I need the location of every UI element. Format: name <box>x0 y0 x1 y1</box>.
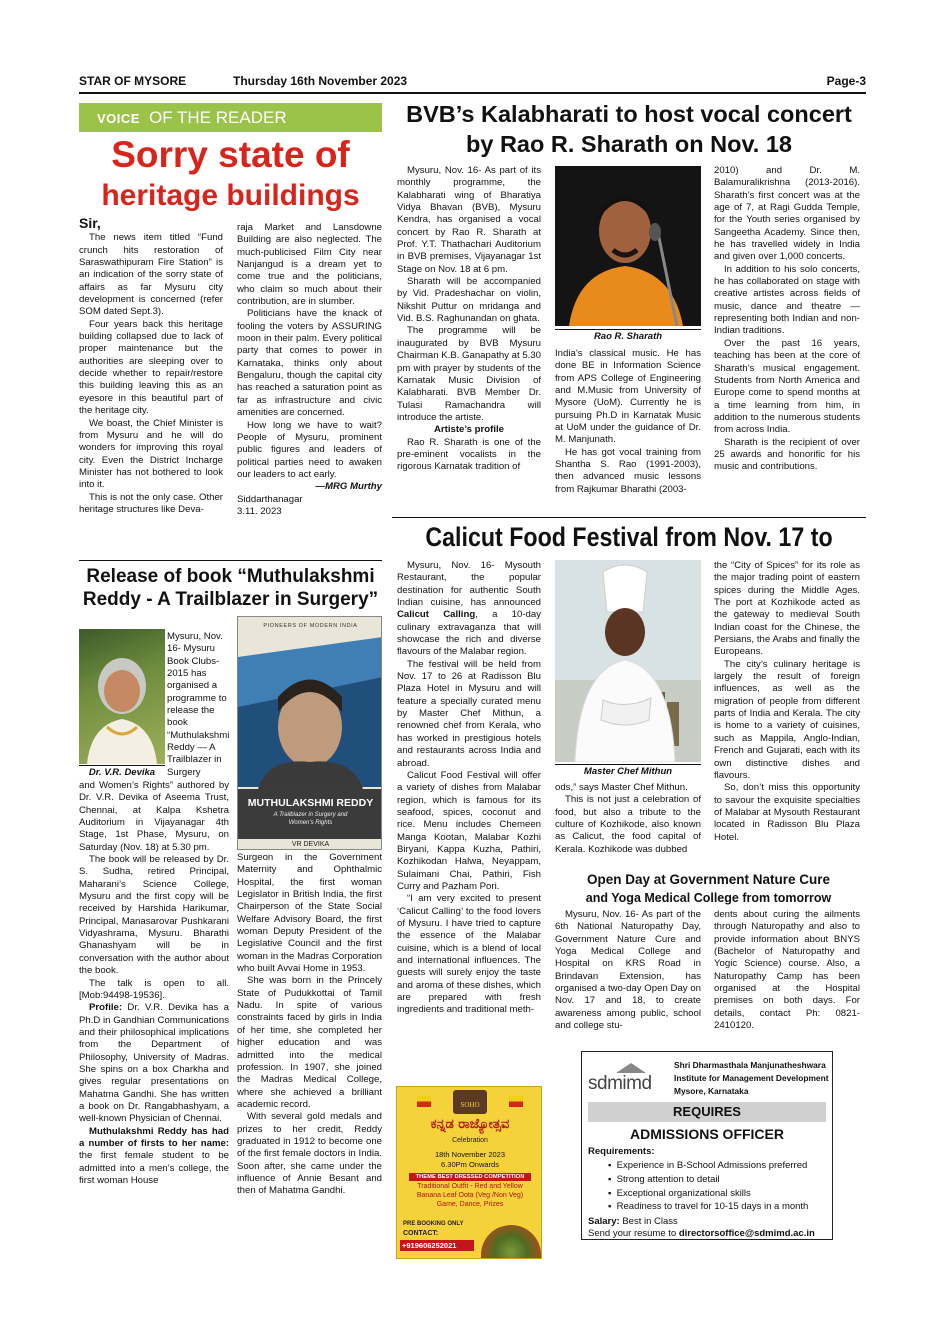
book-reddy: Muthulakshmi Reddy has had a number of firsts to her name: the first female student to be admitted into a men’s college, the first woman House <box>79 1125 229 1186</box>
calicut-column-2 <box>555 782 701 856</box>
book-para: The book will be released by Dr. S. Sudha, retired Principal, Maharani’s Science College, Mysuru and the first copy will be received by Harshida Harikumar, Principal, Manasarovar Pushkarani Vidyashrama, Mysuru. Bharathi Ghanashyam will be in conversation with the author about the book. <box>79 854 229 977</box>
bvb-headline-1: BVB’s Kalabharati to host vocal concert <box>406 101 852 127</box>
soho-logo: SOHO <box>460 1101 480 1109</box>
sdm-email-link[interactable]: directorsoffice@sdmimd.ac.in <box>678 1228 815 1239</box>
cover-author: VR DEVIKA <box>238 839 382 850</box>
list-item: ▪ Readiness to travel for 10-15 days in a month <box>608 1201 809 1213</box>
voice-para: How long we have to wait? People of Mysuru, prominent public figures and leaders of political parties need to awaken our leaders to act early. <box>237 419 382 480</box>
voice-salutation: Sir, <box>79 215 101 231</box>
book-intro-narrow <box>79 631 229 779</box>
soho-prebook: PRE BOOKING ONLY <box>403 1221 464 1227</box>
soho-line3: Game, Dance, Prizes <box>436 1201 504 1208</box>
masthead-rule <box>79 92 866 94</box>
list-item: ▪ Experience in B-School Admissions preferred <box>608 1160 808 1171</box>
bvb-para: He has got vocal training from Shantha S. Rao (1991-2003), then advanced music lessons from Rajkumar Bharathi (2003- <box>555 446 701 495</box>
calicut-lede: Mysuru, Nov. 16- Mysouth Restaurant, the popular destination for authentic South Indian cuisine, has announced Calicut Calling, a 10-day culinary extravaganza that will showcase the rich and diverse flavours of the Malabar region. <box>397 560 541 658</box>
bvb-para: Over the past 16 years, teaching has been at the core of Sharath’s musical engagement. Students from North America and Europe come to spend months at a time learning from him, in addition to the numerous students from across India. <box>714 337 860 436</box>
cover-top-label: PIONEERS OF MODERN INDIA <box>263 623 358 629</box>
sharath-caption: Rao R. Sharath <box>555 329 701 342</box>
book-para: and Women’s Rights” authored by Dr. V.R. Devika of Aseema Trust, Chennai, at Kalpa Kshetra Auditorium in Vijayanagar 4th Stage, 1st Phase, Mysuru, on Saturday (Nov. 18) at 5.30 pm. <box>79 780 229 853</box>
voice-title-line2: heritage buildings <box>101 179 360 212</box>
book-profile: Profile: Dr. V.R. Devika has a Ph.D in Gandhian Communications and their philosophical implications from the Department of Philosophy, University of Madras. She spins on a box Charkha and gives regular presentations on Mahatma Gandhi. She has written a book on Dr. Rangabhashyam, a well-known Physician of Chennai. <box>79 1002 229 1125</box>
sdm-position: ADMISSIONS OFFICER <box>629 1126 784 1142</box>
sdm-org-1: Shri Dharmasthala Manjunatheshwara <box>674 1060 826 1070</box>
bvb-subhead: Artiste’s profile <box>433 424 504 436</box>
nature-para: dents about curing the ailments through Naturopathy and also to provide information about BNYS (Bachelor of Naturopathy and Yogic Science) course. Also, a Naturopathy Camp has been organised at the Hospital premises on both days. For details, contact Ph: 0821-2410120. <box>714 909 860 1032</box>
nature-headline-1: Open Day at Government Nature Cure <box>586 872 831 887</box>
soho-phone: +919606252021 <box>400 1240 474 1251</box>
book-column-2 <box>237 852 382 1198</box>
calicut-para: Calicut Food Festival will offer a variety of dishes from Malabar region, which is famous for its seafood, spices, coconut and rice. Menu includes Chemeen Manga Kootan, Malabar Kozhi Biryani, Kappa Kuzha, Pathiri, Kozhikodan Halwa, Neyappam, Sulaimani Chai, Pathiri, Fish Curry and Pazham Pori. <box>397 769 541 892</box>
divider <box>79 560 382 561</box>
bvb-headline-2: by Rao R. Sharath on Nov. 18 <box>465 131 793 157</box>
calicut-para: The festival will be held from Nov. 17 to 26 at Radisson Blu Plaza Hotel in Mysuru and will feature a specially curated menu by Master Chef Mithun, a renowned chef from Kerala, who has worked in prestigious hotels and restaurants across India and abroad. <box>397 658 541 769</box>
voice-para: Politicians have the knack of fooling the voters by ASSURING moon in their palm. Every political party that comes to power in Karnataka, thinks only about Bengaluru, though the capital city has reached a saturation point as far as infrastructure and civic amenities are concerned. <box>237 308 382 419</box>
nature-column-1 <box>555 909 701 1032</box>
bvb-column-1 <box>397 165 541 474</box>
soho-line2: Banana Leaf Oota (Veg /Non Veg) <box>416 1192 524 1199</box>
voice-title-line1: Sorry state of <box>111 134 350 175</box>
calicut-para: So, don’t miss this opportunity to savour the exquisite specialties of Malabar at Mysouth Restaurant located in Radisson Blu Plaza Hotel. <box>714 782 860 843</box>
cover-subtitle-2: Women’s Rights <box>288 820 333 826</box>
calicut-para: the “City of Spices” for its role as the major trading point of eastern spices during the Middle Ages. The port at Kozhikode acted as the gateway to medieval South Indian coast for the Chinese, the Persians, the Arabs and finally the Europeans. <box>714 560 860 658</box>
soho-celebration: Celebration <box>452 1137 488 1144</box>
nature-para: Mysuru, Nov. 16- As part of the 6th National Naturopathy Day, Government Nature Cure and Yoga Medical College and Hospital on KRS Road in Brindavan Extension, has organised a two-day Open Day on Nov. 17 and 18, to create awareness among public, school and college stu- <box>555 909 701 1032</box>
calicut-para: The city’s culinary heritage is largely the result of foreign influences, as well as the migration of people from different parts of India and Kerala. The city is home to a variety of cuisines, such as Mappila, Anglo-Indian, French and Gujarati, each with its own distinctive dishes and flavours. <box>714 658 860 781</box>
flag-left-icon <box>417 1096 431 1107</box>
bvb-para: Sharath is the recipient of over 25 awards and honorific for his music and contributions. <box>714 436 860 473</box>
voice-para: The news item titled “Fund crunch hits restoration of Saraswathipuram Fire Station” is an indication of the sorry state of affairs as far Mysuru city development is concerned (refer SOM dated Sept.3). <box>79 232 223 318</box>
bvb-para: India’s classical music. He has done BE in Information Science from APS College of Engineering and M.Music from University of Mysore (UoM). Currently he is pursuing Ph.D in Karnatak Music at UoM under the guidance of Dr. M. Manjunath. <box>555 348 701 446</box>
voice-para: raja Market and Lansdowne Building are also neglected. The much-publicised Film City near Nanjangud is a dream yet to come true and the politicians, who claim so much about their contribution, are in slumber. <box>237 222 382 308</box>
soho-theme: THEME BEST DRESSED COMPETITION <box>409 1173 531 1181</box>
calicut-para: This is not just a celebration of food, but also a tribute to the culture of Kozhikode, also known as Calicut, the food capital of Kerala. Kozhikode was dubbed <box>555 794 701 855</box>
sdm-requires: REQUIRES <box>588 1102 826 1122</box>
voice-letter-date: 3.11. 2023 <box>237 505 282 517</box>
cover-title: MUTHULAKSHMI REDDY <box>247 797 374 809</box>
voice-para: This is not the only case. Other heritage structures like Deva- <box>79 491 223 515</box>
flag-right-icon <box>509 1096 523 1107</box>
sdm-ad[interactable] <box>581 1051 833 1240</box>
soho-line1: Traditional Outfit - Red and Yellow <box>417 1183 523 1190</box>
cover-subtitle-1: A Trailblazer in Surgery and <box>273 812 348 818</box>
sdm-resume: Send your resume to directorsoffice@sdmimd.ac.in <box>588 1228 815 1239</box>
soho-time: 6.30Pm Onwards <box>441 1160 499 1169</box>
bvb-para: Sharath will be accompanied by Vid. Pradeshachar on violin, Nikshit Puttur on mridanga and Vid. B.S. Raghunandan on ghata. <box>397 276 541 325</box>
book-headline-1: Release of book “Muthulakshmi <box>86 566 375 587</box>
voice-tag-rest: OF THE READER <box>149 108 287 127</box>
calicut-column-1 <box>397 560 541 1017</box>
food-platter-icon <box>481 1225 541 1259</box>
bvb-para: Mysuru, Nov. 16- As part of its monthly programme, the Kalabharati wing of Bharatiya Vidya Bhavan (BVB), Mysuru Kendra, has organised a vocal concert by Rao R. Sharath at Prof. Y.T. Thathachari Auditorium in BVB premises, Vijayanagar 1st Stage on Nov. 18 at 6 pm. <box>397 165 541 275</box>
bvb-para: In addition to his solo concerts, he has collaborated on stage with creative artistes across fields of music, dance and theatre — representing both Indian and non-Indian traditions. <box>714 263 860 337</box>
voice-column-1 <box>79 217 223 516</box>
chef-caption: Master Chef Mithun <box>555 764 701 777</box>
book-cover <box>237 616 382 850</box>
list-item: ▪ Exceptional organizational skills <box>608 1187 751 1199</box>
voice-tag <box>79 103 382 132</box>
book-intro-text: Mysuru, Nov. 16- Mysuru Book Clubs-2015 has organised a programme to release the book “Muthulakshmi Reddy — A Trailblazer in Surgery <box>167 631 230 778</box>
voice-para: We boast, the Chief Minister is from Mysuru and he will do wonders for improving this royal city. Even the District Incharge Minister has not bothered to look into it. <box>79 417 223 491</box>
sdm-requirements <box>608 1159 830 1214</box>
voice-para: Four years back this heritage building collapsed due to lack of proper maintenance but the authorities are sleeping over to decide whether to repair/restore this building leaving this as an eyesore in this beautiful part of the heritage city. <box>79 318 223 417</box>
bvb-para: The programme will be inaugurated by BVB Mysuru Chairman K.B. Ganapathy at 5.30 pm with prayer by students of the Karnatak Music Division of Kalabharati. BVB Member Dr. Tulasi Ramachandra will introduce the artiste. <box>397 325 541 423</box>
calicut-column-3 <box>714 560 860 844</box>
voice-signature: —MRG Murthy <box>315 481 382 493</box>
soho-title-kannada: ಕನ್ನಡ ರಾಜ್ಯೋತ್ಸವ <box>430 1117 510 1132</box>
page-number: Page-3 <box>826 74 866 88</box>
calicut-para: “I am very excited to present ‘Calicut Calling’ to the food lovers of Mysuru. I have tried to capture the essence of the Malabar cuisine, which is a blend of local and international influences. The guests will surely enjoy the taste and aroma of these dishes, which are prepared with fresh ingredients and traditional meth- <box>397 893 541 1016</box>
sharath-portrait <box>555 166 701 326</box>
book-headline-2: Reddy - A Trailblazer in Surgery” <box>82 589 379 610</box>
list-item: ▪ Strong attention to detail <box>608 1173 720 1185</box>
bvb-para: 2010) and Dr. M. Balamuralikrishna (2013-2016). Sharath’s first concert was at the age of 7, at Ragi Gudda Temple, for the Youth series organised by Sangeetha Academy. Since then, he has travelled widely in India and given over 1,000 concerts. <box>714 165 860 263</box>
masthead <box>79 74 866 90</box>
nature-column-2 <box>714 909 860 1032</box>
book-column-1 <box>79 780 229 1187</box>
paper-name: STAR OF MYSORE <box>79 74 187 88</box>
soho-contact: CONTACT: <box>403 1230 439 1237</box>
sdm-salary: Salary: Best in Class <box>588 1216 678 1227</box>
devika-caption: Dr. V.R. Devika <box>79 765 165 778</box>
calicut-para: ods,” says Master Chef Mithun. <box>555 782 688 793</box>
voice-column-2 <box>237 222 382 518</box>
voice-place: Siddarthanagar <box>237 493 303 505</box>
sdm-req-label: Requirements: <box>588 1146 655 1157</box>
bvb-column-2 <box>555 348 701 496</box>
chef-photo <box>555 560 701 762</box>
bvb-para: Rao R. Sharath is one of the pre-eminent vocalists in the rigorous Karnatak tradition of <box>397 436 541 473</box>
soho-date: 18th November 2023 <box>434 1150 506 1159</box>
divider <box>392 517 866 518</box>
book-para: With several gold medals and prizes to her credit, Reddy graduated in 1912 to become one of the first female doctors in India. Soon after, she came under the influence of Annie Besant and then of Mahatma Gandhi. <box>237 1111 382 1197</box>
bvb-column-3 <box>714 165 860 474</box>
sdm-org-2: Institute for Management Development <box>674 1073 829 1083</box>
sdm-logo: sdmimd <box>588 1073 652 1094</box>
voice-tag-bold: VOICE <box>97 111 140 126</box>
issue-date: Thursday 16th November 2023 <box>233 74 408 88</box>
soho-ad[interactable] <box>396 1086 542 1259</box>
chef-portrait <box>555 560 701 762</box>
sdm-org-3: Mysore, Karnataka <box>674 1086 749 1096</box>
book-para: Surgeon in the Government Maternity and Ophthalmic Hospital, the first woman Legislator in British India, the first Chairperson of the State Social Welfare Advisory Board, the first woman Deputy President of the Legislative Council and the first woman in the Madras Corporation who built Avvai Home in 1953. <box>237 852 382 975</box>
sdm-logo-roof-icon <box>616 1061 646 1073</box>
calicut-headline: Calicut Food Festival from Nov. 17 to <box>425 522 833 552</box>
book-para: The talk is open to all. [Mob:94498-19536]. <box>79 977 229 1001</box>
sharath-photo <box>555 166 701 326</box>
book-para: She was born in the Princely State of Pudukkottai of Tamil Nadu. In spite of various constraints faced by girls in India of her time, she completed her higher education and was admitted into the medical profession. In 1907, she joined the Madras Medical College, where she achieved a brilliant academic record. <box>237 975 382 1110</box>
nature-headline-2: and Yoga Medical College from tomorrow <box>585 891 832 905</box>
